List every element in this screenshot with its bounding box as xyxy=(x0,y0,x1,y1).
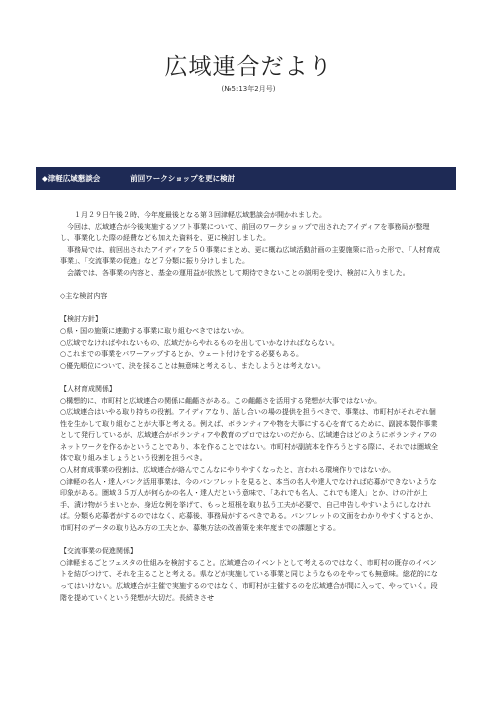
intro-paragraph: １月２９日午後２時、今年度最後となる第３回津軽広域懇談会が開かれました。 xyxy=(74,211,326,219)
policy-item: ○優先順位について、決を採ることは無意味と考えるし、またしようとは考えない。 xyxy=(60,361,325,370)
hr-item: ○広域連合はいやる取り持ちの役割。アイディアなり、話し合いの場の提供を担うべきで、事業は、市町村がそれぞれ個性を生かして取り組むことが大事と考える。例えば、ボランティアや物を大事にする心を育てるために、副読本製作事業として発行しているが、広域連合がボランティアや教育のプロではないのだから、広域連合はどのようにボランティアのネットワークを作るかということであり、本を作ることではない。市町村が副読本を作ろうとする際に、それでは圏域全体で取り組みましょうという役割を担うべき。 xyxy=(60,408,438,463)
section-banner xyxy=(36,167,456,190)
intro-paragraph: 今回は、広域連合が今後実施するソフト事業について、前回のワークショップで出されたアイディアを事務局が整理し、事業化した際の経費なども加えた資料を、更に検討しました。 xyxy=(60,222,430,243)
hr-item: ○構想的に、市町村と広域連合の関係に齟齬さがある。この齟齬さを活用する発想が大事ではないか。 xyxy=(60,396,382,405)
article-body xyxy=(60,210,440,604)
hr-item: ○津軽の名人・達人バンク活用事業は、今のパンフレットを見ると、本当の名人や達人でなければ応募ができないような印象がある。圏域３５万人が何らかの名人・達人だという意味で、「あれでも名人、これでも達人」とか、けの汁が上手、漬け物がうまいとか、身近な例を挙げて、もっと垣根を取り払う工夫が必要で、自己申告しやすいようにしなければ。分類も応募者がするのではなく、応募後、事務局がするべきである。パンフレットの文面をわかりやすくするとか、市町村のデータの取り込み方の工夫とか、募集方法の改善策を来年度までの課題とする。 xyxy=(60,477,438,533)
hr-item: ○人材育成事業の役割は、広域連合が絡んでこんなにやりやすくなったと、言われる環境作りではないか。 xyxy=(60,466,396,475)
hr-heading: 【人材育成関係】 xyxy=(60,384,116,393)
exchange-heading: 【交流事業の促進関係】 xyxy=(60,547,137,556)
intro-paragraph: 事務局では、前回出されたアイディアを５０事業にまとめ、更に概ね広域活動計画の主要施策に沿った形で、「人材育成事業」、「交流事業の促進」など７分類に振り分けしました。 xyxy=(60,245,440,266)
banner-topic-label: 前回ワークショップを更に検討 xyxy=(130,174,236,183)
issue-number: (№5:13年2月号) xyxy=(221,85,276,93)
banner-section-label: ◆津軽広域懇談会 xyxy=(42,174,101,183)
newsletter-title: 広域連合だより xyxy=(164,54,333,80)
main-heading: ◇主な検討内容 xyxy=(60,292,108,301)
policy-heading: 【検討方針】 xyxy=(60,315,102,324)
exchange-item: ○津軽まるごとフェスタの仕組みを検討すること。広域連合のイベントとして考えるのではなく、市町村の既存のイベントを結びつけて、それを主ることと考える。県などが実施している事業と同じようなものをやっても無意味。総花的になってはいけない。広域連合が主催で実施するのではなく、市町村が主催するのを広域連合が間に入って、やっていく。段階を提めていくという発想が大切だ。長続きさせ xyxy=(60,558,438,602)
policy-item: ○広域でなければやれないもの、広域だからやれるものを出していかなければならない。 xyxy=(60,338,339,347)
policy-item: ○県・国の施策に連動する事業に取り組むべきではないか。 xyxy=(60,326,249,335)
policy-item: ○これまでの事業をパワーアップするとか、ウェート付けをする必要もある。 xyxy=(60,350,303,359)
intro-paragraph: 会議では、各事業の内容と、基金の運用益が依然として期待できないことの説明を受け、検討に入りました。 xyxy=(67,268,410,277)
